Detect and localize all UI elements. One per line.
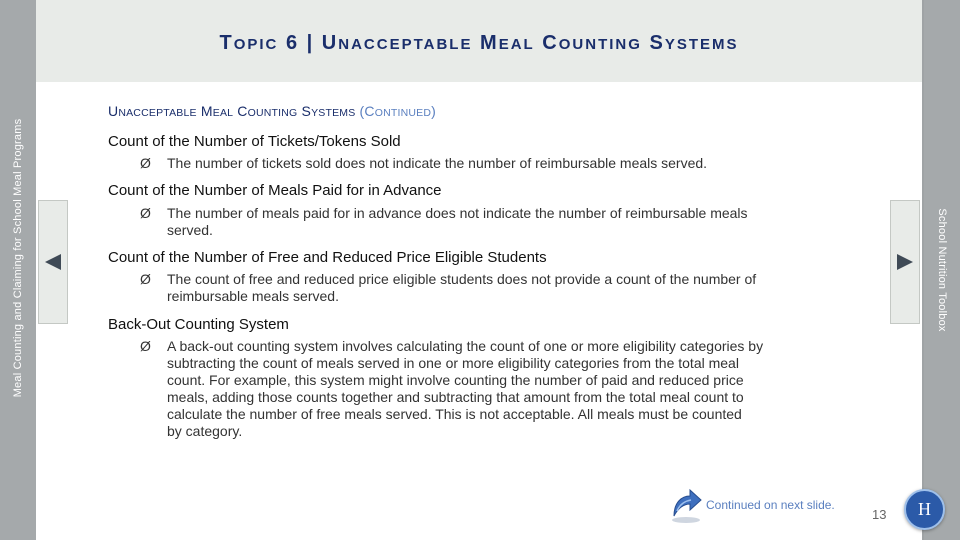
bullet-line: by category. (167, 423, 243, 439)
title-part: EAL (498, 36, 535, 53)
curved-arrow-icon (668, 484, 704, 524)
section-heading: Count of the Number of Meals Paid for in Advance (108, 182, 442, 199)
right-sidebar-text: School Nutrition Toolbox (936, 208, 948, 332)
title-part: NACCEPTABLE (338, 36, 473, 53)
triangle-right-icon (897, 254, 913, 270)
bullet-item (140, 155, 860, 172)
bullet-line: count. For example, this system might involve counting the number of paid and reduced price (167, 372, 744, 388)
title-part: YSTEMS (664, 36, 739, 53)
bullet-line: subtracting the count of meals served in one or more eligibility categories from the total meal (167, 355, 739, 371)
subtitle-part: YSTEMS (311, 107, 356, 119)
bullet-line: The number of meals paid for in advance does not indicate the number of reimbursable meals (167, 205, 748, 221)
subtitle-part: U (108, 103, 119, 119)
continued-next-slide-link[interactable] (668, 484, 835, 524)
bullet-arrow-icon: Ø (140, 205, 151, 221)
title-part: OUNTING (558, 36, 642, 53)
subtitle-part: OUNTING (247, 107, 298, 119)
subtitle-part: C (237, 103, 248, 119)
bullet-line: meals, adding those counts together and subtracting that amount from the total meal count to (167, 389, 744, 405)
continued-label: Continued on next slide. (706, 498, 835, 512)
next-slide-button[interactable] (890, 200, 920, 324)
slide-title (36, 32, 922, 55)
title-part: 6 | (278, 32, 322, 54)
subtitle-part: (C (359, 103, 375, 119)
badge-letter: H (918, 499, 931, 519)
left-sidebar-text: Meal Counting and Claiming for School Meal Programs (12, 118, 24, 398)
title-part: OPIC (233, 36, 279, 53)
bullet-item (140, 271, 880, 305)
triangle-left-icon (45, 254, 61, 270)
bullet-line: served. (167, 222, 213, 238)
section-heading: Count of the Number of Free and Reduced Price Eligible Students (108, 249, 547, 266)
section-subtitle (108, 103, 436, 119)
subtitle-part: S (301, 103, 312, 119)
subtitle-part: NACCEPTABLE (118, 107, 197, 119)
title-part: T (219, 32, 234, 54)
bullet-item (140, 205, 880, 239)
bullet-line: reimbursable meals served. (167, 288, 339, 304)
bullet-line: The count of free and reduced price eligible students does not provide a count of the number of (167, 271, 757, 287)
subtitle-part: ) (431, 103, 437, 119)
bullet-text: The number of tickets sold does not indicate the number of reimbursable meals served. (167, 155, 708, 171)
previous-slide-button[interactable] (38, 200, 68, 324)
section-heading: Count of the Number of Tickets/Tokens Sold (108, 133, 401, 150)
bullet-line: A back-out counting system involves calculating the count of one or more eligibility categories by (167, 338, 764, 354)
subtitle-part: EAL (212, 107, 234, 119)
bullet-line: calculate the number of free meals served. This is not acceptable. All meals must be counted (167, 406, 742, 422)
bullet-item (140, 338, 890, 440)
title-part: S (649, 32, 665, 54)
home-badge-button[interactable] (904, 489, 945, 530)
title-part (472, 32, 480, 54)
page-number: 13 (872, 507, 887, 522)
subtitle-part: ONTINUED (374, 107, 432, 119)
slide (36, 0, 922, 540)
title-part: M (480, 32, 499, 54)
bullet-arrow-icon: Ø (140, 338, 151, 354)
bullet-arrow-icon: Ø (140, 155, 151, 171)
section-heading: Back-Out Counting System (108, 316, 289, 333)
title-part: C (542, 32, 559, 54)
bullet-arrow-icon: Ø (140, 271, 151, 287)
subtitle-part: M (200, 103, 213, 119)
title-part: U (321, 32, 339, 54)
